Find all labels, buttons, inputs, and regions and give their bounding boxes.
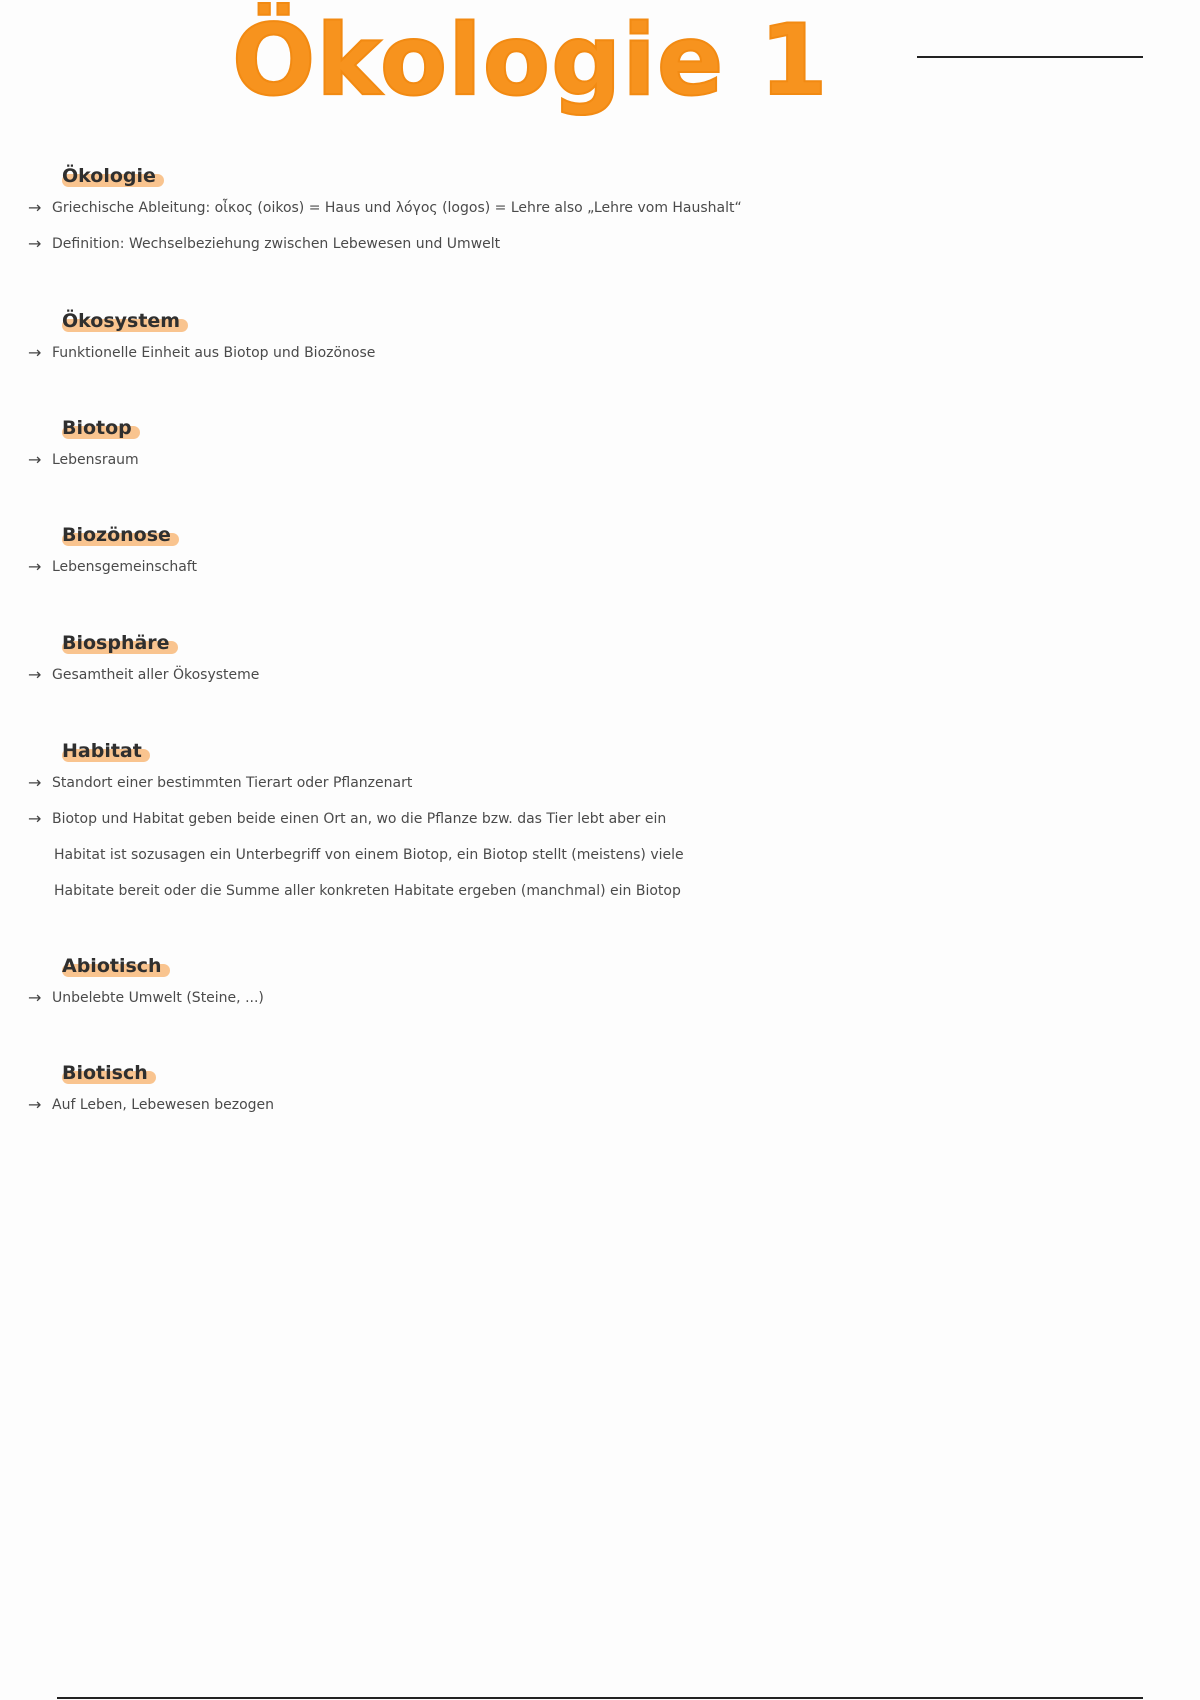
list-item (28, 335, 1028, 371)
item-text: Lebensgemeinschaft (52, 559, 197, 575)
list-item (28, 442, 1028, 478)
item-text: Funktionelle Einheit aus Biotop und Biozönose (52, 345, 376, 361)
list-item (28, 980, 1028, 1016)
list-item (28, 1087, 1028, 1123)
list-item (28, 190, 1028, 226)
list-item (28, 801, 1028, 837)
arrow-icon: → (28, 665, 42, 684)
section-biotisch (28, 1059, 1028, 1123)
list-item (28, 657, 1028, 693)
list-item (28, 226, 1028, 262)
section-heading: Ökologie (60, 162, 160, 190)
section-heading: Biotop (60, 414, 136, 442)
arrow-icon: → (28, 343, 42, 362)
item-text: Auf Leben, Lebewesen bezogen (52, 1097, 275, 1113)
item-text: Gesamtheit aller Ökosysteme (52, 667, 260, 683)
section-heading: Biotisch (60, 1059, 152, 1087)
list-item-continuation: Habitat ist sozusagen ein Unterbegriff von einem Biotop, ein Biotop stellt (meistens) viele (54, 847, 684, 863)
section-biosphaere (28, 629, 1028, 693)
item-text: Unbelebte Umwelt (Steine, ...) (52, 990, 264, 1006)
item-text: Standort einer bestimmten Tierart oder Pflanzenart (52, 775, 413, 791)
section-oekosystem (28, 307, 1028, 371)
bottom-rule (57, 1697, 1143, 1699)
section-habitat (28, 737, 1028, 909)
arrow-icon: → (28, 809, 42, 828)
arrow-icon: → (28, 450, 42, 469)
section-abiotisch (28, 952, 1028, 1016)
list-item (28, 765, 1028, 801)
item-text: Biotop und Habitat geben beide einen Ort an, wo die Pflanze bzw. das Tier lebt aber ein (52, 811, 667, 827)
item-text: Griechische Ableitung: οἶκος (oikos) = Haus und λόγος (logos) = Lehre also „Lehre vom Haushalt“ (52, 200, 742, 216)
section-heading: Ökosystem (60, 307, 184, 335)
list-item-continuation: Habitate bereit oder die Summe aller konkreten Habitate ergeben (manchmal) ein Biotop (54, 883, 681, 899)
section-heading: Biosphäre (60, 629, 174, 657)
list-item (28, 549, 1028, 585)
section-heading: Abiotisch (60, 952, 166, 980)
section-biotop (28, 414, 1028, 478)
arrow-icon: → (28, 557, 42, 576)
page-title: Ökologie 1 (232, 4, 829, 118)
arrow-icon: → (28, 234, 42, 253)
section-biozoenose (28, 521, 1028, 585)
arrow-icon: → (28, 773, 42, 792)
arrow-icon: → (28, 198, 42, 217)
section-oekologie (28, 162, 1028, 262)
section-heading: Biozönose (60, 521, 175, 549)
arrow-icon: → (28, 988, 42, 1007)
section-heading: Habitat (60, 737, 146, 765)
name-line (917, 56, 1143, 58)
arrow-icon: → (28, 1095, 42, 1114)
item-text: Definition: Wechselbeziehung zwischen Lebewesen und Umwelt (52, 236, 501, 252)
item-text: Lebensraum (52, 452, 139, 468)
